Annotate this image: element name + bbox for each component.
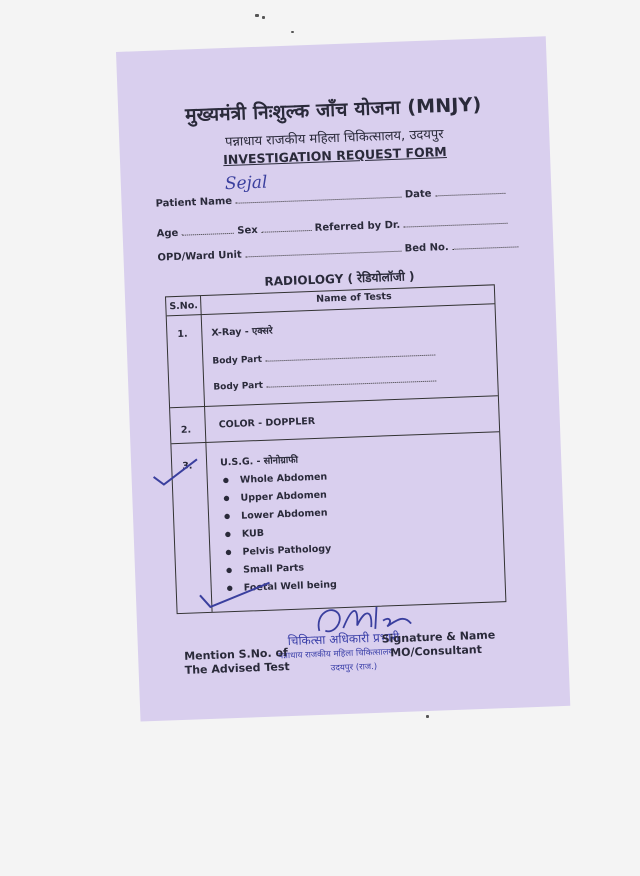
patient-name-handwritten: Sejal [224, 172, 268, 195]
date-label: Date [404, 188, 432, 201]
xray-test[interactable]: X-Ray - एक्सरे [211, 325, 273, 339]
row-2-sno: 2. [180, 424, 192, 436]
row-3-sno: 3. [182, 460, 193, 472]
usg-option[interactable]: ● KUB [225, 528, 265, 540]
sex-label: Sex [237, 224, 258, 237]
mention-sno-note: Mention S.No. of The Advised Test [183, 646, 290, 677]
tests-table [165, 284, 506, 614]
body-part-field-1[interactable]: Body Part [212, 346, 435, 367]
stamp-line-3: उदयपुर (राज.) [330, 661, 378, 674]
scan-speck [291, 31, 294, 33]
stamp-line-1: चिकित्सा अधिकारी प्रभारी [287, 630, 400, 649]
opd-ward-label: OPD/Ward Unit [157, 249, 242, 264]
scan-speck [262, 16, 265, 19]
patient-name-label: Patient Name [155, 195, 233, 210]
signature-block: Signature & Name MO/Consultant [381, 628, 496, 660]
sno-header: S.No. [169, 300, 199, 313]
scheme-title: मुख्यमंत्री निःशुल्क जाँच योजना (MNJY) [184, 93, 482, 127]
usg-tick-mark [151, 453, 212, 491]
usg-option[interactable]: ● Pelvis Pathology [225, 543, 331, 558]
radiology-heading: RADIOLOGY ( रेडियोलॉजी ) [264, 269, 415, 289]
form-title: INVESTIGATION REQUEST FORM [222, 143, 447, 168]
hospital-name: पन्नाधाय राजकीय महिला चिकित्सालय, उदयपुर [224, 127, 444, 151]
age-sex-row[interactable] [156, 214, 507, 240]
color-doppler-test[interactable]: COLOR - DOPPLER [218, 415, 316, 431]
usg-option[interactable]: ● Lower Abdomen [224, 508, 328, 523]
referred-by-label: Referred by Dr. [314, 219, 401, 234]
foetal-tick-mark [198, 580, 279, 613]
row-1-sno: 1. [177, 328, 188, 340]
stamp-line-2: पन्नाधाय राजकीय महिला चिकित्सालय [278, 647, 394, 662]
patient-name-field[interactable] [155, 184, 505, 210]
body-part-field-2[interactable]: Body Part [213, 371, 436, 392]
investigation-form-sheet [116, 36, 570, 721]
usg-option[interactable]: ● Upper Abdomen [223, 490, 327, 505]
opd-ward-row[interactable] [157, 237, 518, 263]
usg-test[interactable]: U.S.G. - सोनोग्राफी [219, 454, 299, 469]
age-label: Age [156, 227, 179, 240]
usg-option[interactable]: ● Small Parts [226, 562, 304, 576]
usg-option[interactable]: ● Whole Abdomen [223, 472, 328, 487]
tests-header: Name of Tests [315, 291, 392, 305]
usg-option[interactable]: ● Foetal Well being [227, 579, 338, 594]
bed-no-label: Bed No. [404, 241, 449, 255]
scan-speck [255, 14, 259, 17]
scan-speck [426, 715, 429, 718]
